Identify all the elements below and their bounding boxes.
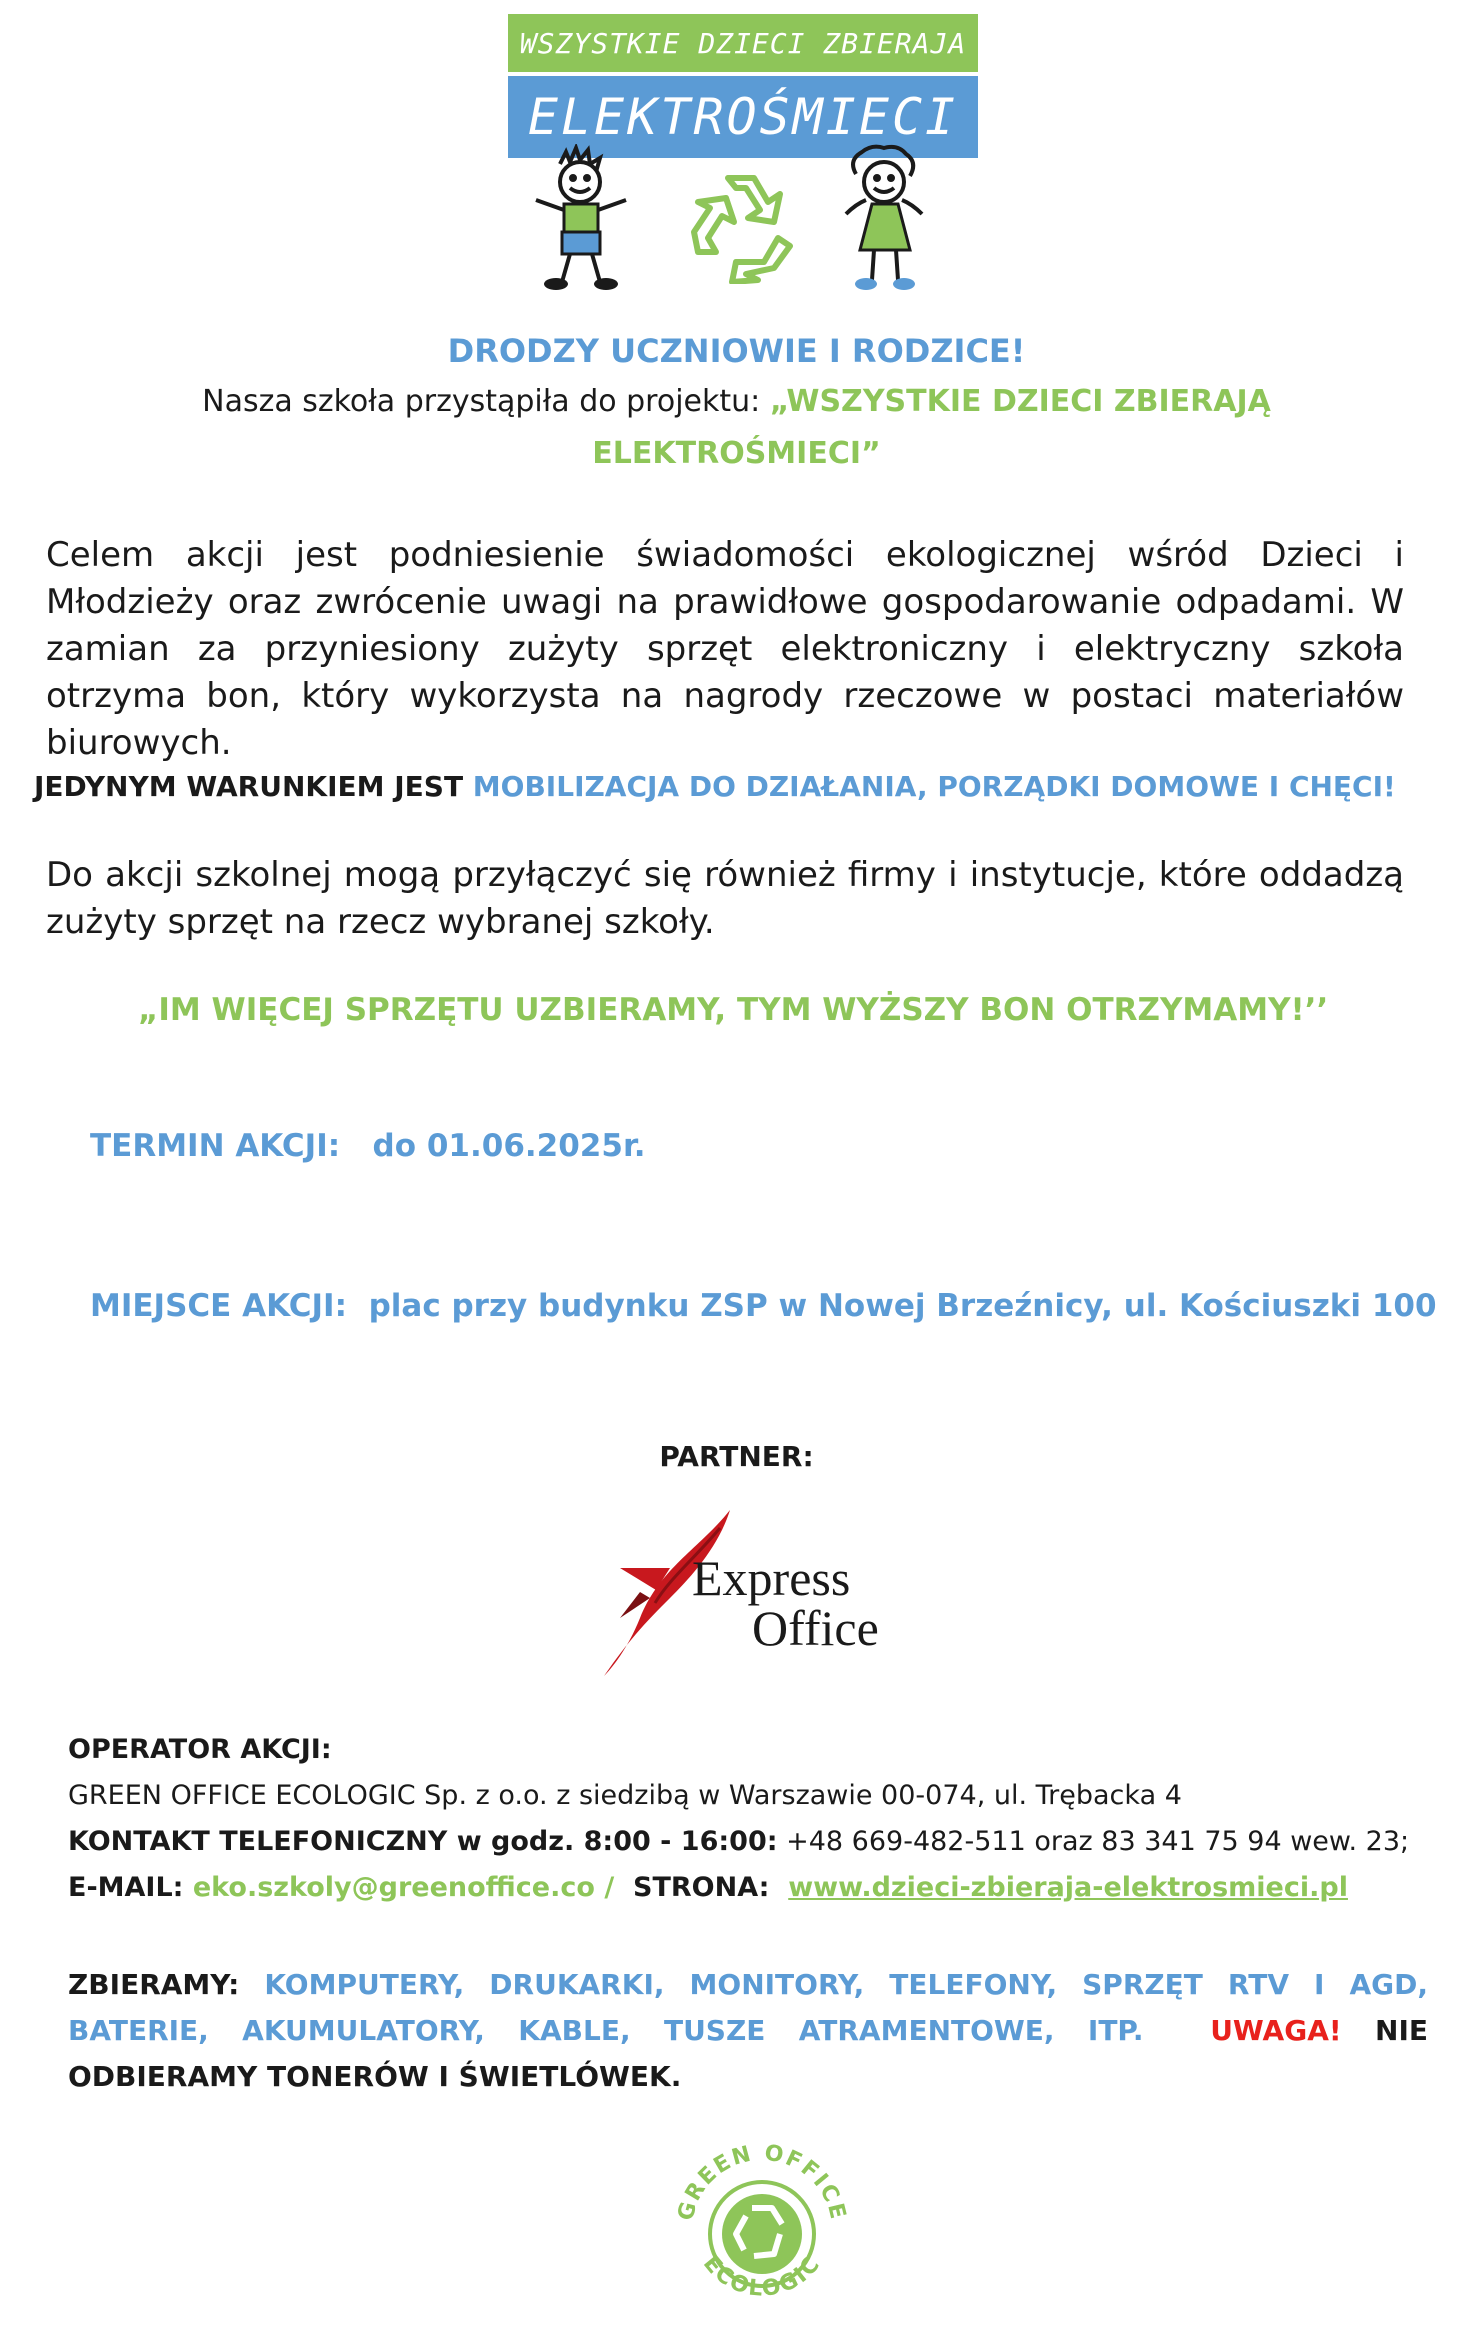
boy-figure-icon (522, 144, 642, 294)
footer-logo-top: GREEN OFFICE (673, 2140, 851, 2224)
greeting-heading: DRODZY UCZNIOWIE I RODZICE! (447, 332, 1026, 370)
termin-label: TERMIN AKCJI: (90, 1128, 341, 1164)
phone-label: KONTAKT TELEFONICZNY w godz. 8:00 - 16:00: (68, 1826, 778, 1857)
project-name-part1: „WSZYSTKIE DZIECI ZBIERAJĄ (769, 384, 1271, 419)
operator-label: OPERATOR AKCJI: (68, 1734, 332, 1765)
separator: / (594, 1872, 624, 1903)
operator-name: GREEN OFFICE ECOLOGIC Sp. z o.o. z siedzibą w Warszawie 00-074, ul. Trębacka 4 (68, 1780, 1182, 1811)
intro-prefix: Nasza szkoła przystąpiła do projektu: (202, 384, 770, 419)
condition-line (34, 770, 1454, 803)
collect-warning-text: NIE ODBIERAMY TONERÓW I ŚWIETLÓWEK. (68, 2014, 1428, 2093)
girl-figure-icon (826, 144, 946, 294)
logo-title-bottom: ELEKTROŚMIECI (508, 76, 978, 158)
logo-title-top: WSZYSTKIE DZIECI ZBIERAJA (508, 14, 978, 72)
partner-label: PARTNER: (659, 1440, 814, 1473)
condition-highlight: MOBILIZACJA DO DZIAŁANIA, PORZĄDKI DOMOWE I CHĘCI! (472, 770, 1396, 803)
partner-logo (600, 1508, 920, 1678)
miejsce-label: MIEJSCE AKCJI: (90, 1288, 347, 1324)
footer-logo-bottom: ECOLOGIC (697, 2251, 827, 2303)
website-link[interactable]: www.dzieci-zbieraja-elektrosmieci.pl (788, 1872, 1348, 1903)
contact-line (68, 1866, 1438, 1910)
termin-line (90, 1128, 646, 1164)
phone-line (68, 1820, 1438, 1864)
intro-line (0, 384, 1473, 419)
recycle-icon (676, 164, 806, 284)
miejsce-line (90, 1288, 1437, 1324)
companies-paragraph: Do akcji szkolnej mogą przyłączyć się również firmy i instytucje, które oddadzą zużyty sprzęt na rzecz wybranej szkoły. (46, 855, 1404, 942)
site-label: STRONA: (633, 1872, 779, 1903)
phone-value: +48 669-482-511 oraz 83 341 75 94 wew. 23; (777, 1826, 1410, 1857)
condition-prefix: JEDYNYM WARUNKIEM JEST (34, 770, 473, 803)
project-name-part2: ELEKTROŚMIECI” (592, 436, 881, 471)
project-logo (508, 14, 978, 284)
partner-logo-line1: Express (692, 1550, 851, 1606)
collect-warning: UWAGA! (1210, 2014, 1342, 2047)
email-link[interactable]: eko.szkoly@greenoffice.co (192, 1872, 595, 1903)
email-label: E-MAIL: (68, 1872, 193, 1903)
partner-logo-line2: Office (752, 1600, 879, 1656)
termin-value: do 01.06.2025r. (372, 1128, 646, 1164)
green-office-ecologic-logo (662, 2130, 862, 2330)
miejsce-value: plac przy budynku ZSP w Nowej Brzeźnicy, ul. Kościuszki 100 (368, 1288, 1437, 1324)
slogan: „IM WIĘCEJ SPRZĘTU UZBIERAMY, TYM WYŻSZY BON OTRZYMAMY!’’ (138, 992, 1329, 1028)
collect-label: ZBIERAMY: (68, 1968, 265, 2001)
collect-items: KOMPUTERY, DRUKARKI, MONITORY, TELEFONY, SPRZĘT RTV I AGD, BATERIE, AKUMULATORY, KABLE, TUSZE ATRAMENTOWE, ITP. (68, 1968, 1428, 2047)
goal-paragraph: Celem akcji jest podniesienie świadomości ekologicznej wśród Dzieci i Młodzieży oraz zwrócenie uwagi na prawidłowe gospodarowanie odpadami. W zamian za przyniesiony zużyty sprzęt elektroniczny i elektryczny szkoła otrzyma bon, który wykorzysta na nagrody rzeczowe w postaci materiałów biurowych. (46, 535, 1404, 763)
collect-paragraph (68, 1962, 1428, 2100)
